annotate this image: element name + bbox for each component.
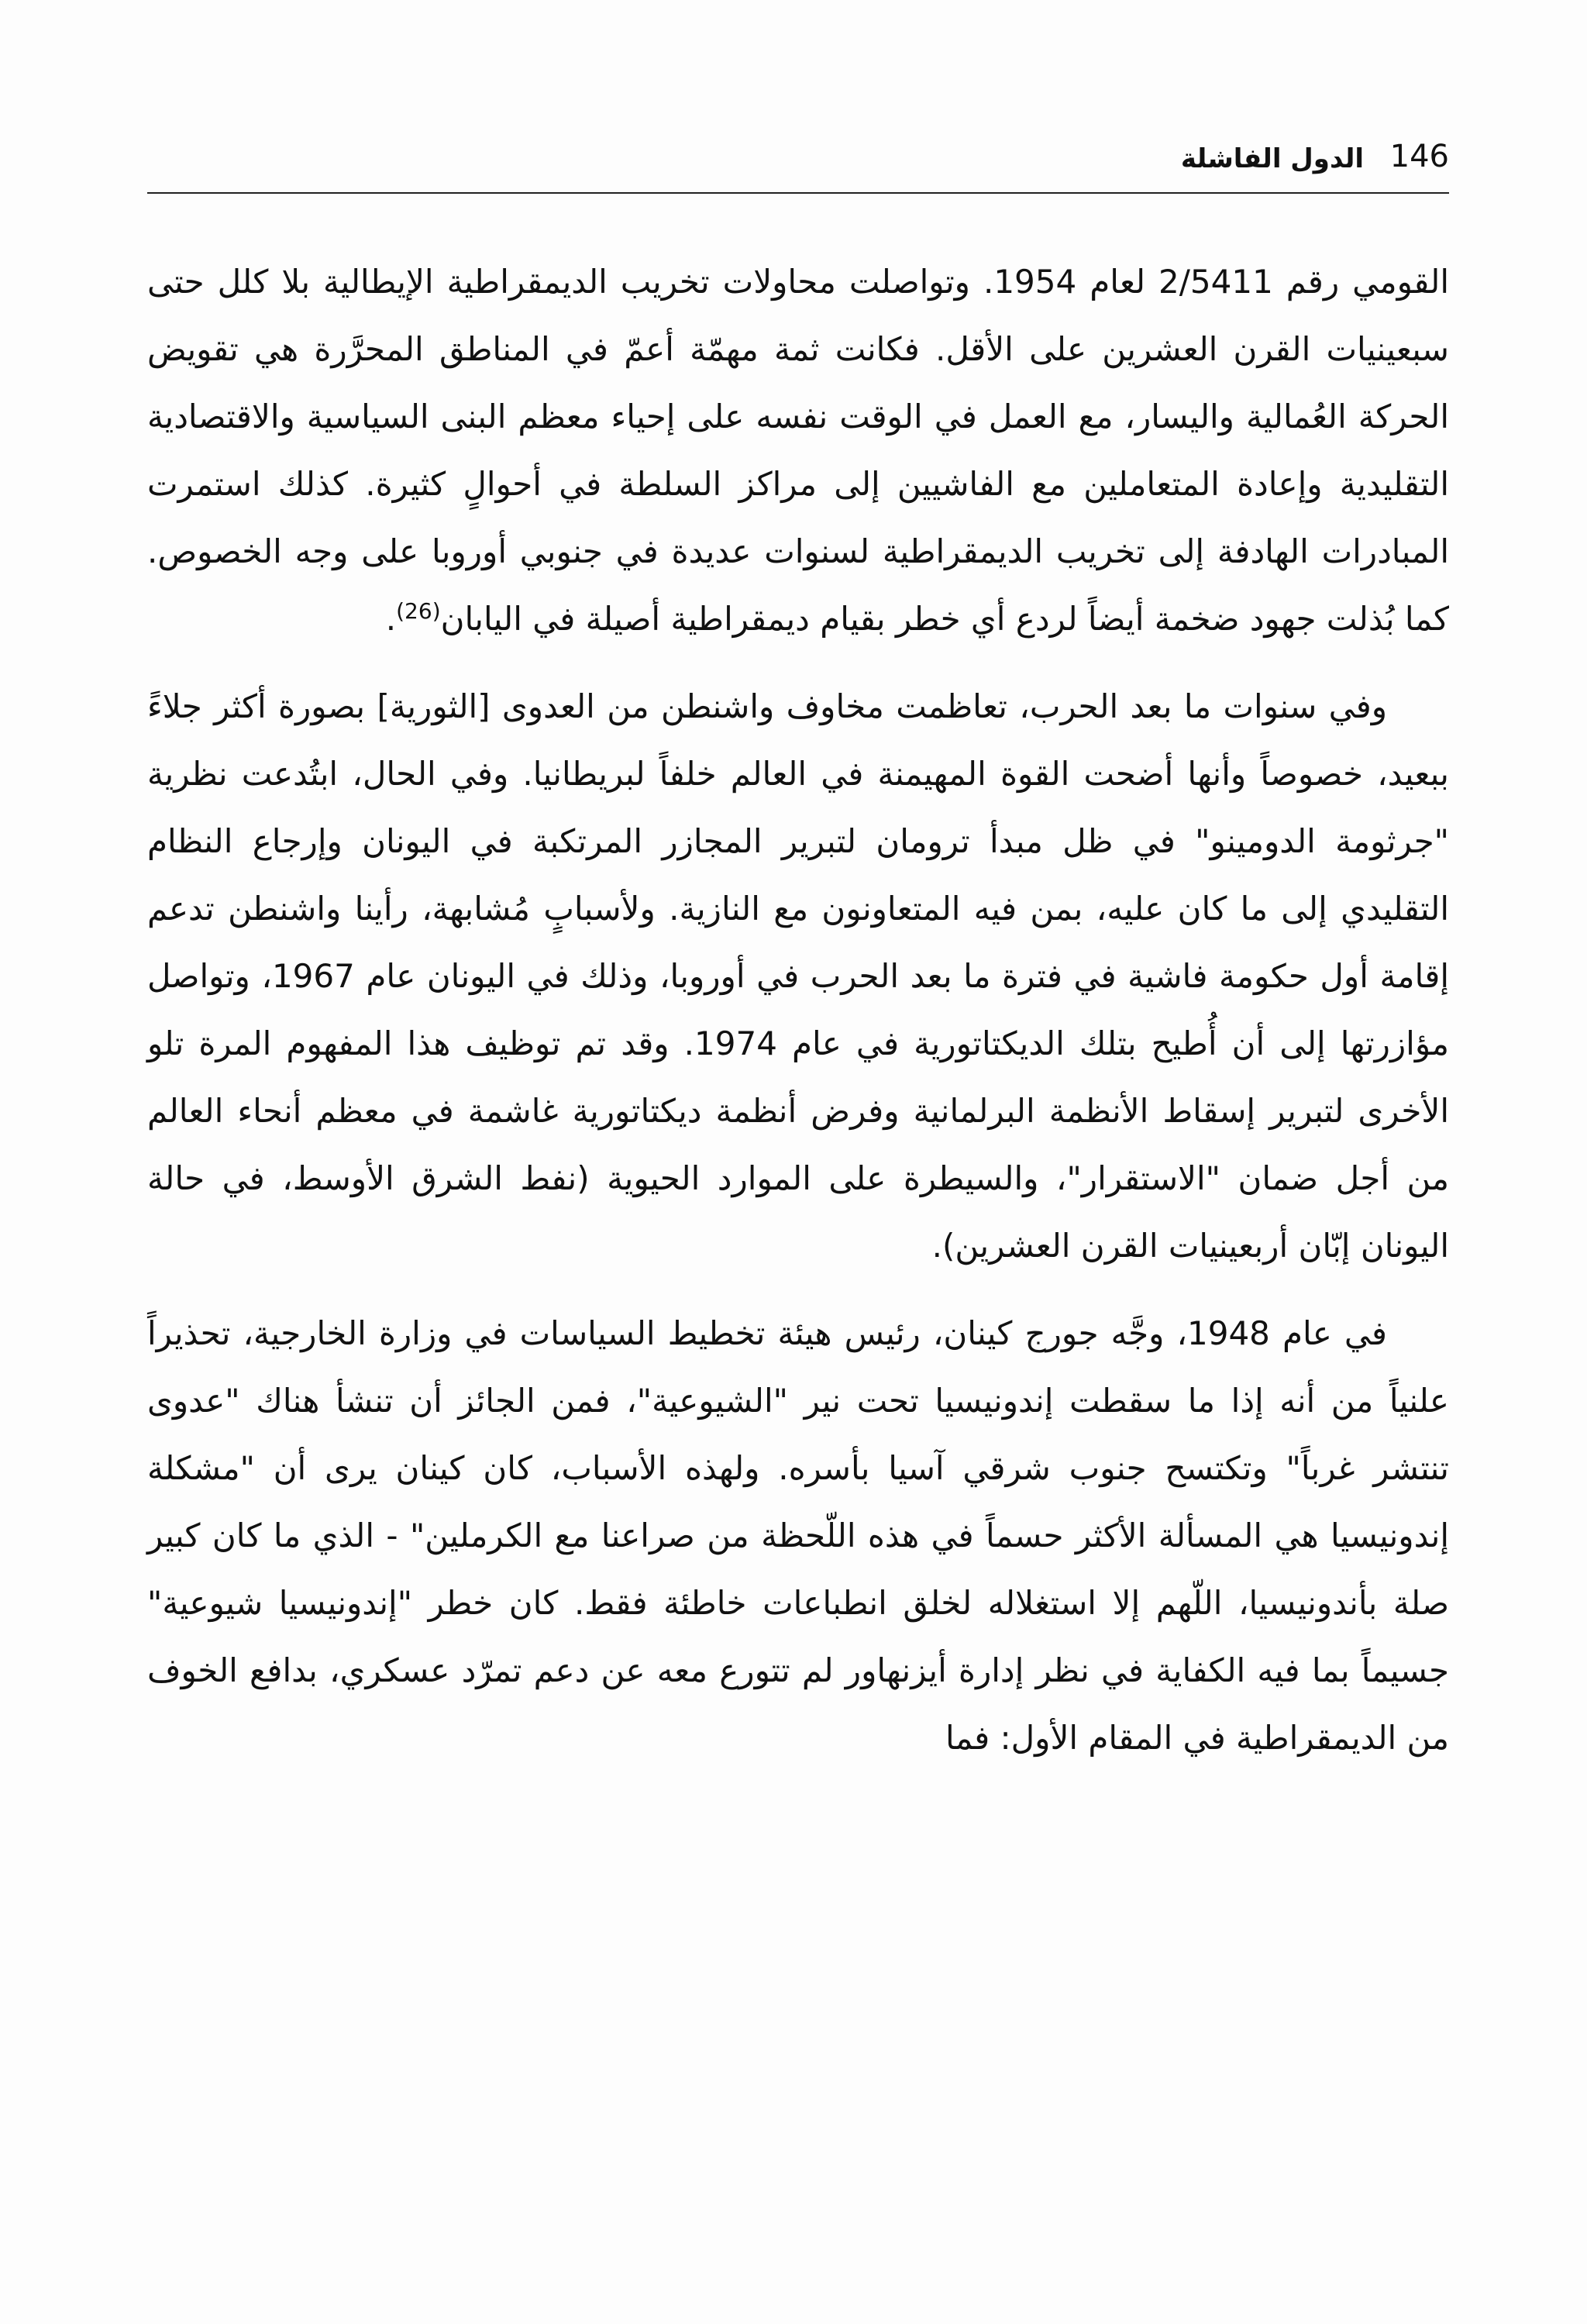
paragraph-2-text: وفي سنوات ما بعد الحرب، تعاظمت مخاوف واشنطن من العدوى [الثورية] بصورة أكثر جلاءً ببعيد، خصوصاً وأنها أضحت القوة المهيمنة في العالم خلفاً لبريطانيا. وفي الحال، ابتُدعت نظرية "جرثومة الدومينو" في ظل مبدأ ترومان لتبرير المجازر المرتكبة في اليونان وإرجاع النظام التقليدي إلى ما كان عليه، بمن فيه المتعاونون مع النازية. ولأسبابٍ مُشابهة، رأينا واشنطن تدعم إقامة أول حكومة فاشية في فترة ما بعد الحرب في أوروبا، وذلك في اليونان عام 1967، وتواصل مؤازرتها إلى أن أُطيح بتلك الديكتاتورية في عام 1974. وقد تم توظيف هذا المفهوم المرة تلو الأخرى لتبرير إسقاط الأنظمة البرلمانية وفرض أنظمة ديكتاتورية غاشمة في معظم أنحاء العالم من أجل ضمان "الاستقرار"، والسيطرة على الموارد الحيوية (نفط الشرق الأوسط، في حالة اليونان إبّان أربعينيات القرن العشرين). — [147, 687, 1450, 1265]
paragraph-3-text: في عام 1948، وجَّه جورج كينان، رئيس هيئة تخطيط السياسات في وزارة الخارجية، تحذيراً علنياً من أنه إذا ما سقطت إندونيسيا تحت نير "الشيوعية"، فمن الجائز أن تنشأ هناك "عدوى تنتشر غرباً" وتكتسح جنوب شرقي آسيا بأسره. ولهذه الأسباب، كان كينان يرى أن "مشكلة إندونيسيا هي المسألة الأكثر حسماً في هذه اللّحظة من صراعنا مع الكرملين" - الذي ما كان كبير صلة بأندونيسيا، اللّهم إلا استغلاله لخلق انطباعات خاطئة فقط. كان خطر "إندونيسيا شيوعية" جسيماً بما فيه الكفاية في نظر إدارة أيزنهاور لم تتورع معه عن دعم تمرّد عسكري، بدافع الخوف من الديمقراطية في المقام الأول: فما — [147, 1314, 1449, 1757]
page-number: 146 — [1389, 139, 1449, 174]
running-title: الدول الفاشلة — [1180, 143, 1364, 174]
paragraph-1-end: . — [385, 600, 397, 638]
paragraph-1 — [147, 248, 1449, 652]
header-rule — [147, 192, 1449, 194]
paragraph-2 — [147, 673, 1449, 1279]
footnote-marker: (26) — [396, 598, 441, 624]
paragraph-3 — [147, 1300, 1449, 1771]
paragraph-1-text: القومي رقم 2/5411 لعام 1954. وتواصلت محاولات تخريب الديمقراطية الإيطالية بلا كلل حتى سبعينيات القرن العشرين على الأقل. فكانت ثمة مهمّة أعمّ في المناطق المحرَّرة هي تقويض الحركة العُمالية واليسار، مع العمل في الوقت نفسه على إحياء معظم البنى السياسية والاقتصادية التقليدية وإعادة المتعاملين مع الفاشيين إلى مراكز السلطة في أحوالٍ كثيرة. كذلك استمرت المبادرات الهادفة إلى تخريب الديمقراطية لسنوات عديدة في جنوبي أوروبا على وجه الخصوص. كما بُذلت جهود ضخمة أيضاً لردع أي خطر بقيام ديمقراطية أصيلة في اليابان — [147, 263, 1450, 638]
body-text — [147, 248, 1449, 1792]
page-header — [147, 136, 1449, 198]
